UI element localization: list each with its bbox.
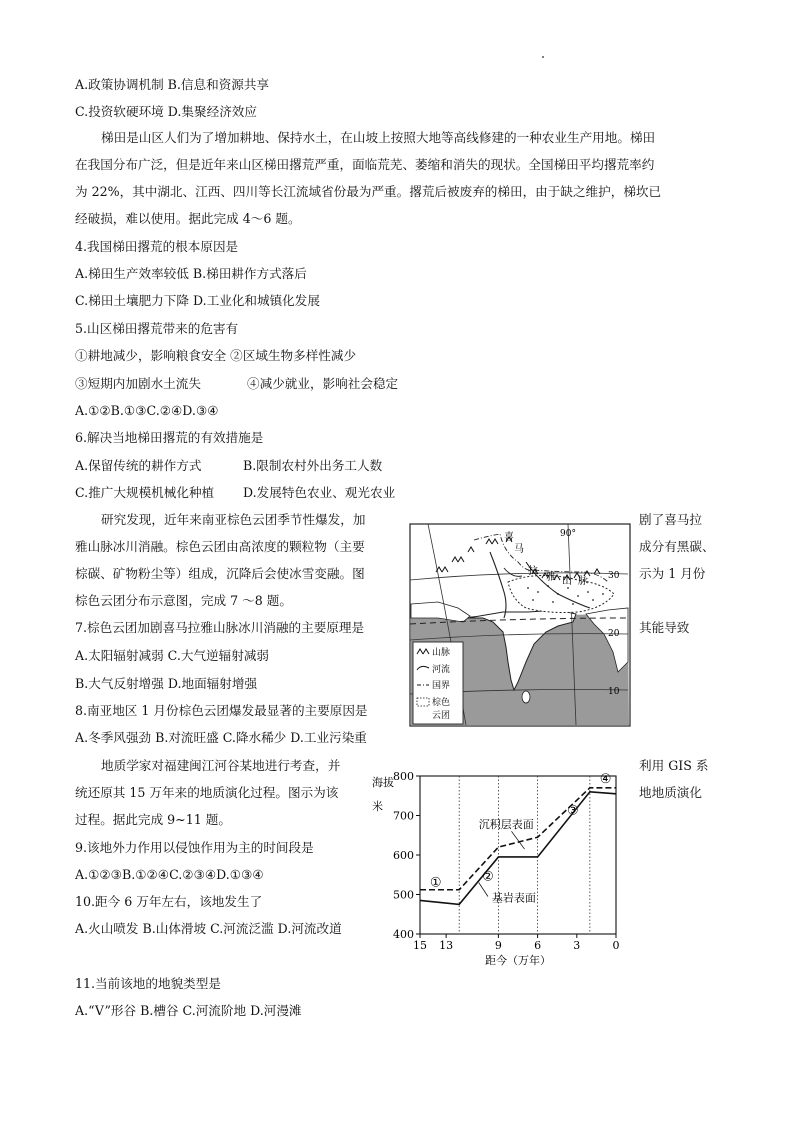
q3-options-line2: C.投资软硬环境 D.集聚经济效应 xyxy=(75,104,257,119)
question-items: ①耕地减少，影响粮食安全 ②区域生物多样性减少 xyxy=(75,348,357,363)
question-item: ④减少就业，影响社会稳定 xyxy=(247,376,399,391)
passage-line: 棕色云团分布示意图，完成 7 ～8 题。 xyxy=(75,593,292,608)
y-tick-label: 600 xyxy=(393,849,414,862)
passage-line: 经破损，难以使用。据此完成 4～6 题。 xyxy=(75,211,301,226)
passage-line: 过程。据此完成 9~11 题。 xyxy=(75,812,231,827)
question-stem-5: 5.山区梯田撂荒带来的危害有 xyxy=(75,321,239,336)
passage-line: 雅山脉冰川消融。棕色云团由高浓度的颗粒物（主要 xyxy=(75,539,365,554)
question-stem-8: 8.南亚地区 1 月份棕色云团爆发最显著的主要原因是 xyxy=(75,703,368,718)
x-tick-label: 3 xyxy=(573,939,581,952)
passage-line: 研究发现，近年来南亚棕色云团季节性爆发，加 xyxy=(101,512,366,527)
question-options: A.火山喷发 B.山体滑坡 C.河流泛滥 D.河流改道 xyxy=(75,921,342,936)
question-options: C.梯田土壤肥力下降 D.工业化和城镇化发展 xyxy=(75,293,320,308)
lat-label: 30 xyxy=(608,571,620,581)
question-options: A.①②③B.①②④C.②③④D.①③④ xyxy=(75,867,264,882)
question-stem-9: 9.该地外力作用以侵蚀作用为主的时间段是 xyxy=(75,840,314,855)
y-tick-label: 400 xyxy=(393,928,414,941)
passage-line-right: 地地质演化 xyxy=(639,785,702,800)
place-label: 马 xyxy=(514,544,524,555)
question-stem-7-tail: 其能导致 xyxy=(639,620,690,635)
passage-line: 统还原其 15 万年来的地质演化过程。图示为该 xyxy=(75,785,339,800)
legend-mountain-label: 山脉 xyxy=(432,648,451,658)
question-option: B.限制农村外出务工人数 xyxy=(243,458,383,473)
passage-line: 棕碳、矿物粉尘等）组成，沉降后会使冰雪变融。图 xyxy=(75,566,365,581)
lon-label: 90° xyxy=(560,529,576,539)
q3-options-line1: A.政策协调机制 B.信息和资源共享 xyxy=(75,77,270,92)
stage-label: ① xyxy=(429,875,442,891)
x-tick-label: 0 xyxy=(612,939,620,952)
place-label: 山 xyxy=(562,576,572,587)
place-label: 喜 xyxy=(504,532,514,543)
legend-cloud-label-1: 棕色 xyxy=(432,698,451,708)
plot-frame xyxy=(420,776,616,934)
question-stem-4: 4.我国梯田撂荒的根本原因是 xyxy=(75,239,239,254)
x-tick-label: 9 xyxy=(494,939,502,952)
lat-label: 10 xyxy=(608,687,620,697)
passage-line: 在我国分布广泛，但是近年来山区梯田撂荒严重，面临荒芜、萎缩和消失的现状。全国梯田平均撂荒率约 xyxy=(75,157,655,172)
stage-label: ③ xyxy=(567,803,579,819)
question-options: A.梯田生产效率较低 B.梯田耕作方式落后 xyxy=(75,266,307,281)
question-option: A.保留传统的耕作方式 xyxy=(75,458,202,473)
passage-line: 地质学家对福建闽江河谷某地进行考查，并 xyxy=(101,758,341,773)
question-stem-6: 6.解决当地梯田撂荒的有效措施是 xyxy=(75,430,264,445)
passage-line-right: 剧了喜马拉 xyxy=(639,512,702,527)
stage-label: ④ xyxy=(599,772,612,788)
lat-label: 20 xyxy=(608,629,620,639)
question-stem-7: 7.棕色云团加剧喜马拉雅山脉冰川消融的主要原理是 xyxy=(75,620,365,635)
question-stem-11: 11.当前该地的地貌类型是 xyxy=(75,976,221,991)
geology-chart xyxy=(368,766,632,966)
question-options: B.大气反射增强 D.地面辐射增强 xyxy=(75,676,258,691)
x-tick-label: 15 xyxy=(413,939,427,952)
place-label: 雅 xyxy=(546,572,556,583)
place-label: 拉 xyxy=(528,566,538,577)
place-label: 脉 xyxy=(578,576,588,587)
legend-river-label: 河流 xyxy=(432,665,451,675)
passage-line: 梯田是山区人们为了增加耕地、保持水土，在山坡上按照大地等高线修建的一种农业生产用地。梯田 xyxy=(101,130,656,145)
passage-line-right: 示为 1 月份 xyxy=(639,566,706,581)
question-options: A.①②B.①③C.②④D.③④ xyxy=(75,403,219,418)
question-option: C.推广大规模机械化种植 xyxy=(75,485,215,500)
sediment-annotation: 沉积层表面 xyxy=(478,818,534,832)
question-stem-10: 10.距今 6 万年左右，该地发生了 xyxy=(75,894,263,909)
y-axis-label: 海拔 xyxy=(372,776,394,789)
x-tick-label: 13 xyxy=(439,939,454,952)
y-tick-label: 800 xyxy=(393,770,414,783)
bedrock-annotation: 基岩表面 xyxy=(491,891,536,905)
question-option: D.发展特色农业、观光农业 xyxy=(243,485,396,500)
question-item: ③短期内加剧水土流失 xyxy=(75,376,201,391)
passage-line-right: 利用 GIS 系 xyxy=(639,758,709,773)
question-options: A.冬季风强劲 B.对流旺盛 C.降水稀少 D.工业污染重 xyxy=(75,730,367,745)
x-tick-label: 6 xyxy=(534,939,542,952)
question-options: A.太阳辐射减弱 C.大气逆辐射减弱 xyxy=(75,648,270,663)
legend-border-label: 国界 xyxy=(432,681,451,691)
y-tick-label: 500 xyxy=(393,888,414,902)
brown-cloud-map xyxy=(408,522,632,728)
y-axis-unit: 米 xyxy=(372,800,383,813)
sri-lanka xyxy=(522,691,530,703)
y-tick-label: 700 xyxy=(393,809,414,823)
legend-cloud-icon xyxy=(417,698,429,706)
passage-line: 为 22%，其中湖北、江西、四川等长江流域省份最为严重。撂荒后被废弃的梯田，由于缺之维护，梯坎已 xyxy=(75,184,662,199)
scan-speck xyxy=(542,56,544,58)
legend-cloud-label-2: 云团 xyxy=(432,711,451,721)
passage-line-right: 成分有黑碳、 xyxy=(639,539,715,554)
x-axis-label: 距今（万年） xyxy=(485,954,551,966)
question-options: A.“V”形谷 B.槽谷 C.河流阶地 D.河漫滩 xyxy=(75,1003,302,1018)
stage-label: ② xyxy=(482,869,494,885)
